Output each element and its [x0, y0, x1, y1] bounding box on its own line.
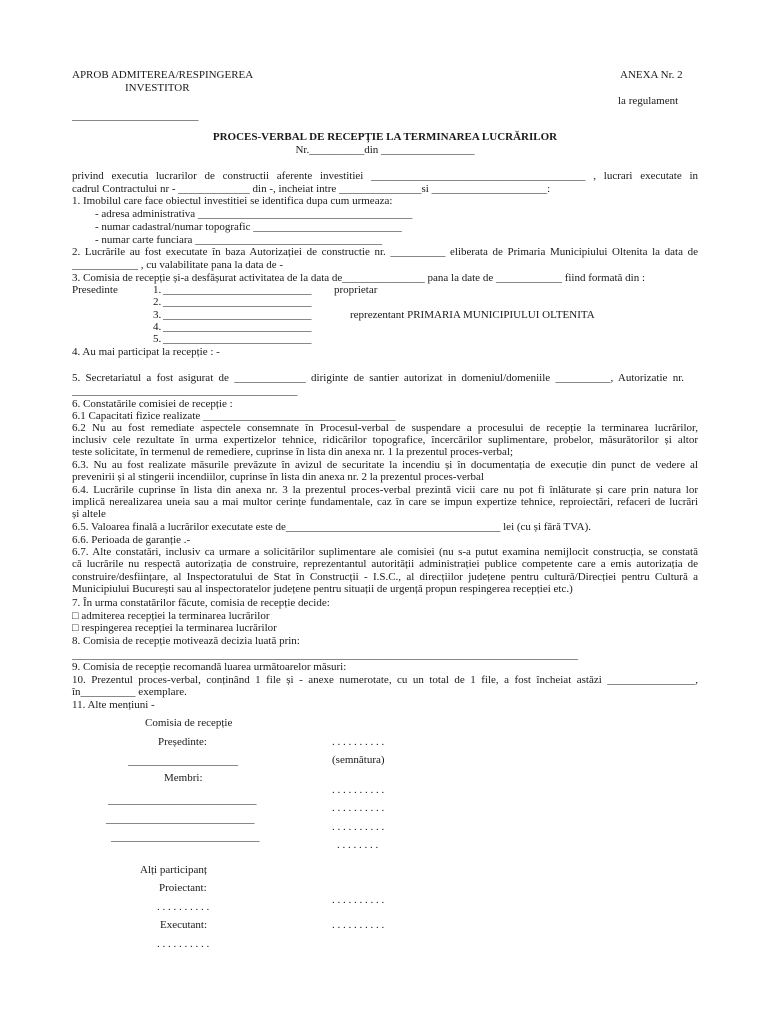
designer-label: Proiectant:: [159, 882, 207, 894]
president-sign-label: Președinte:: [158, 736, 207, 748]
section-6-4-line: 6.4. Lucrările cuprinse în lista din anexa nr. 3 la prezentul proces-verbal prezintă vicii care nu pot fi înlăturate și care prin natura lor: [72, 484, 698, 496]
contractor-sign-dots: . . . . . . . . . .: [332, 919, 385, 931]
section-6-6: 6.6. Perioada de garanție .-: [72, 534, 191, 546]
annex-regulation: la regulament: [618, 95, 679, 107]
approval-heading: APROB ADMITEREA/RESPINGEREA: [72, 69, 254, 81]
member-3-line: ___________________________: [163, 309, 312, 321]
address-field: - adresa administrativa _______________________________________: [95, 208, 413, 220]
section-7-heading: 7. În urma constatărilor făcute, comisia de recepție decide:: [72, 597, 330, 609]
member-2-number: 2.: [153, 296, 162, 308]
other-participants-label: Alți participanț: [140, 864, 207, 876]
member-5-number: 5.: [153, 333, 162, 345]
contractor-dots: . . . . . . . . . .: [157, 938, 210, 950]
member-2-line: ___________________________: [163, 296, 312, 308]
document-number: Nr.__________din _________________: [295, 144, 475, 156]
member-sign-line: ___________________________: [108, 794, 257, 806]
member-4-line: ___________________________: [163, 321, 312, 333]
section-6-4-line: implică nerealizarea uneia sau a mai multor cerințe fundamentale, caz în care se impun expertize tehnice, reproiectări, refaceri de lucrări: [72, 496, 698, 508]
section-5-line-2: _________________________________________: [72, 385, 298, 397]
president-sign-line: ____________________: [128, 755, 238, 767]
member-4-number: 4.: [153, 321, 162, 333]
member-5-line: ___________________________: [163, 333, 312, 345]
section-6-1: 6.1 Capacitati fizice realizate ___________________________________: [72, 410, 396, 422]
president-label: Presedinte: [72, 284, 118, 296]
section-8-heading: 8. Comisia de recepție motivează decizia luată prin:: [72, 635, 300, 647]
section-2-line-1: 2. Lucrările au fost executate în baza Autorizației de constructie nr. __________ eliberata de Primaria Municipiului Oltenita la data de: [72, 246, 698, 258]
signature-caption: (semnătura): [332, 754, 385, 766]
member-sign-dots: . . . . . . . . . .: [332, 821, 385, 833]
section-6-7-line: că lucrările nu respectă autorizația de construire, reprezentantul autorității administrației publice competente care a emis autorizația de: [72, 558, 698, 570]
member-1-number: 1.: [153, 284, 162, 296]
president-sign-dots: . . . . . . . . . .: [332, 736, 385, 748]
intro-line-1: privind executia lucrarilor de constructii aferente investitiei _______________________________________ , lucrari executate in: [72, 170, 698, 182]
section-6-3-line: prevenirii și al stingerii incendiilor, cuprinse în lista din anexa nr. 2 la prezentul proces-verbal: [72, 471, 484, 483]
section-11: 11. Alte mențiuni -: [72, 699, 155, 711]
section-6-2-line: inclusiv cele rezultate în urma expertizelor tehnice, ridicărilor topografice, încercărilor suplimentare, probelor, măsurătorilor și altor: [72, 434, 698, 446]
section-6-heading: 6. Constatările comisiei de recepție :: [72, 398, 233, 410]
section-6-3-line: 6.3. Nu au fost realizate măsurile prevăzute în avizul de securitate la incendiu și în documentația de execuție din punct de vedere al: [72, 459, 698, 471]
member-3-number: 3.: [153, 309, 162, 321]
member-sign-dots: . . . . . . . . . .: [332, 802, 385, 814]
section-10-line-2: în__________ exemplare.: [72, 686, 187, 698]
section-9: 9. Comisia de recepție recomandă luarea următoarelor măsuri:: [72, 661, 347, 673]
section-5-line-1: 5. Secretariatul a fost asigurat de _____________ diriginte de santier autorizat in domeniul/domeniile __________, Autorizatie nr.: [72, 372, 684, 384]
member-1-line: ___________________________: [163, 284, 312, 296]
member-sign-dots: . . . . . . . . . .: [332, 784, 385, 796]
section-6-4-line: și altele: [72, 508, 106, 520]
land-register-field: - numar carte funciara __________________________________: [95, 234, 383, 246]
section-3-heading: 3. Comisia de recepție și-a desfășurat activitatea de la data de_______________ pana la date de ____________ fiind formată din :: [72, 272, 646, 284]
members-label: Membri:: [164, 772, 203, 784]
section-1-heading: 1. Imobilul care face obiectul investitiei se identifica dupa cum urmeaza:: [72, 195, 393, 207]
reject-option[interactable]: □ respingerea recepției la terminarea lucrărilor: [72, 622, 277, 634]
investor-label: INVESTITOR: [125, 82, 190, 94]
designer-sign-dots: . . . . . . . . . .: [332, 894, 385, 906]
member-sign-line: ___________________________: [111, 831, 260, 843]
section-4: 4. Au mai participat la recepție : -: [72, 346, 220, 358]
section-2-line-2: ____________ , cu valabilitate pana la data de -: [72, 259, 284, 271]
section-6-7-line: construire/desființare, al Inspectoratului de Stat în Construcții - I.S.C., al direcțiilor județene pentru cultură/Direcției pentru Cultură a: [72, 571, 698, 583]
annex-number: ANEXA Nr. 2: [620, 69, 683, 81]
member-sign-dots: . . . . . . . .: [337, 839, 379, 851]
member-3-role: reprezentant PRIMARIA MUNICIPIULUI OLTENITA: [350, 309, 595, 321]
section-6-2-line: teste solicitate, în termenul de remediere, cuprinse în lista din anexa nr. 1 la prezentul proces-verbal;: [72, 446, 514, 458]
admit-option[interactable]: □ admiterea recepției la terminarea lucrărilor: [72, 610, 270, 622]
document-title: PROCES-VERBAL DE RECEPȚIE LA TERMINAREA LUCRĂRILOR: [212, 131, 558, 143]
commission-label: Comisia de recepție: [145, 717, 233, 729]
section-8-line: ____________________________________________________________________________________________: [72, 649, 578, 661]
member-sign-line: ___________________________: [106, 813, 255, 825]
section-6-5: 6.5. Valoarea finală a lucrărilor executate este de_______________________________________ lei (cu și fără TVA).: [72, 521, 591, 533]
section-6-7-line: 6.7. Alte constatări, inclusiv ca urmare a solicitărilor suplimentare ale comisiei (nu s-a putut examina nemijlocit construcția, se constată: [72, 546, 698, 558]
contractor-label: Executant:: [160, 919, 208, 931]
member-1-role: proprietar: [334, 284, 378, 296]
cadastral-field: - numar cadastral/numar topografic ___________________________: [95, 221, 402, 233]
designer-dots: . . . . . . . . . .: [157, 901, 210, 913]
intro-line-2: cadrul Contractului nr - _____________ din -, incheiat intre _______________si _____________________:: [72, 183, 551, 195]
section-10-line-1: 10. Prezentul proces-verbal, conținând 1 file și - anexe numerotate, cu un total de 1 file, a fost încheiat astăzi ________________,: [72, 674, 698, 686]
investor-signature-line: _______________________: [72, 110, 199, 122]
section-6-2-line: 6.2 Nu au fost remediate aspectele consemnate în Procesul-verbal de suspendare a procesului de recepție la terminarea lucrărilor,: [72, 422, 698, 434]
section-6-7-line: Municipiului București sau al inspectoratelor județene pentru situații de urgență propun respingerea recepției etc.): [72, 583, 573, 595]
